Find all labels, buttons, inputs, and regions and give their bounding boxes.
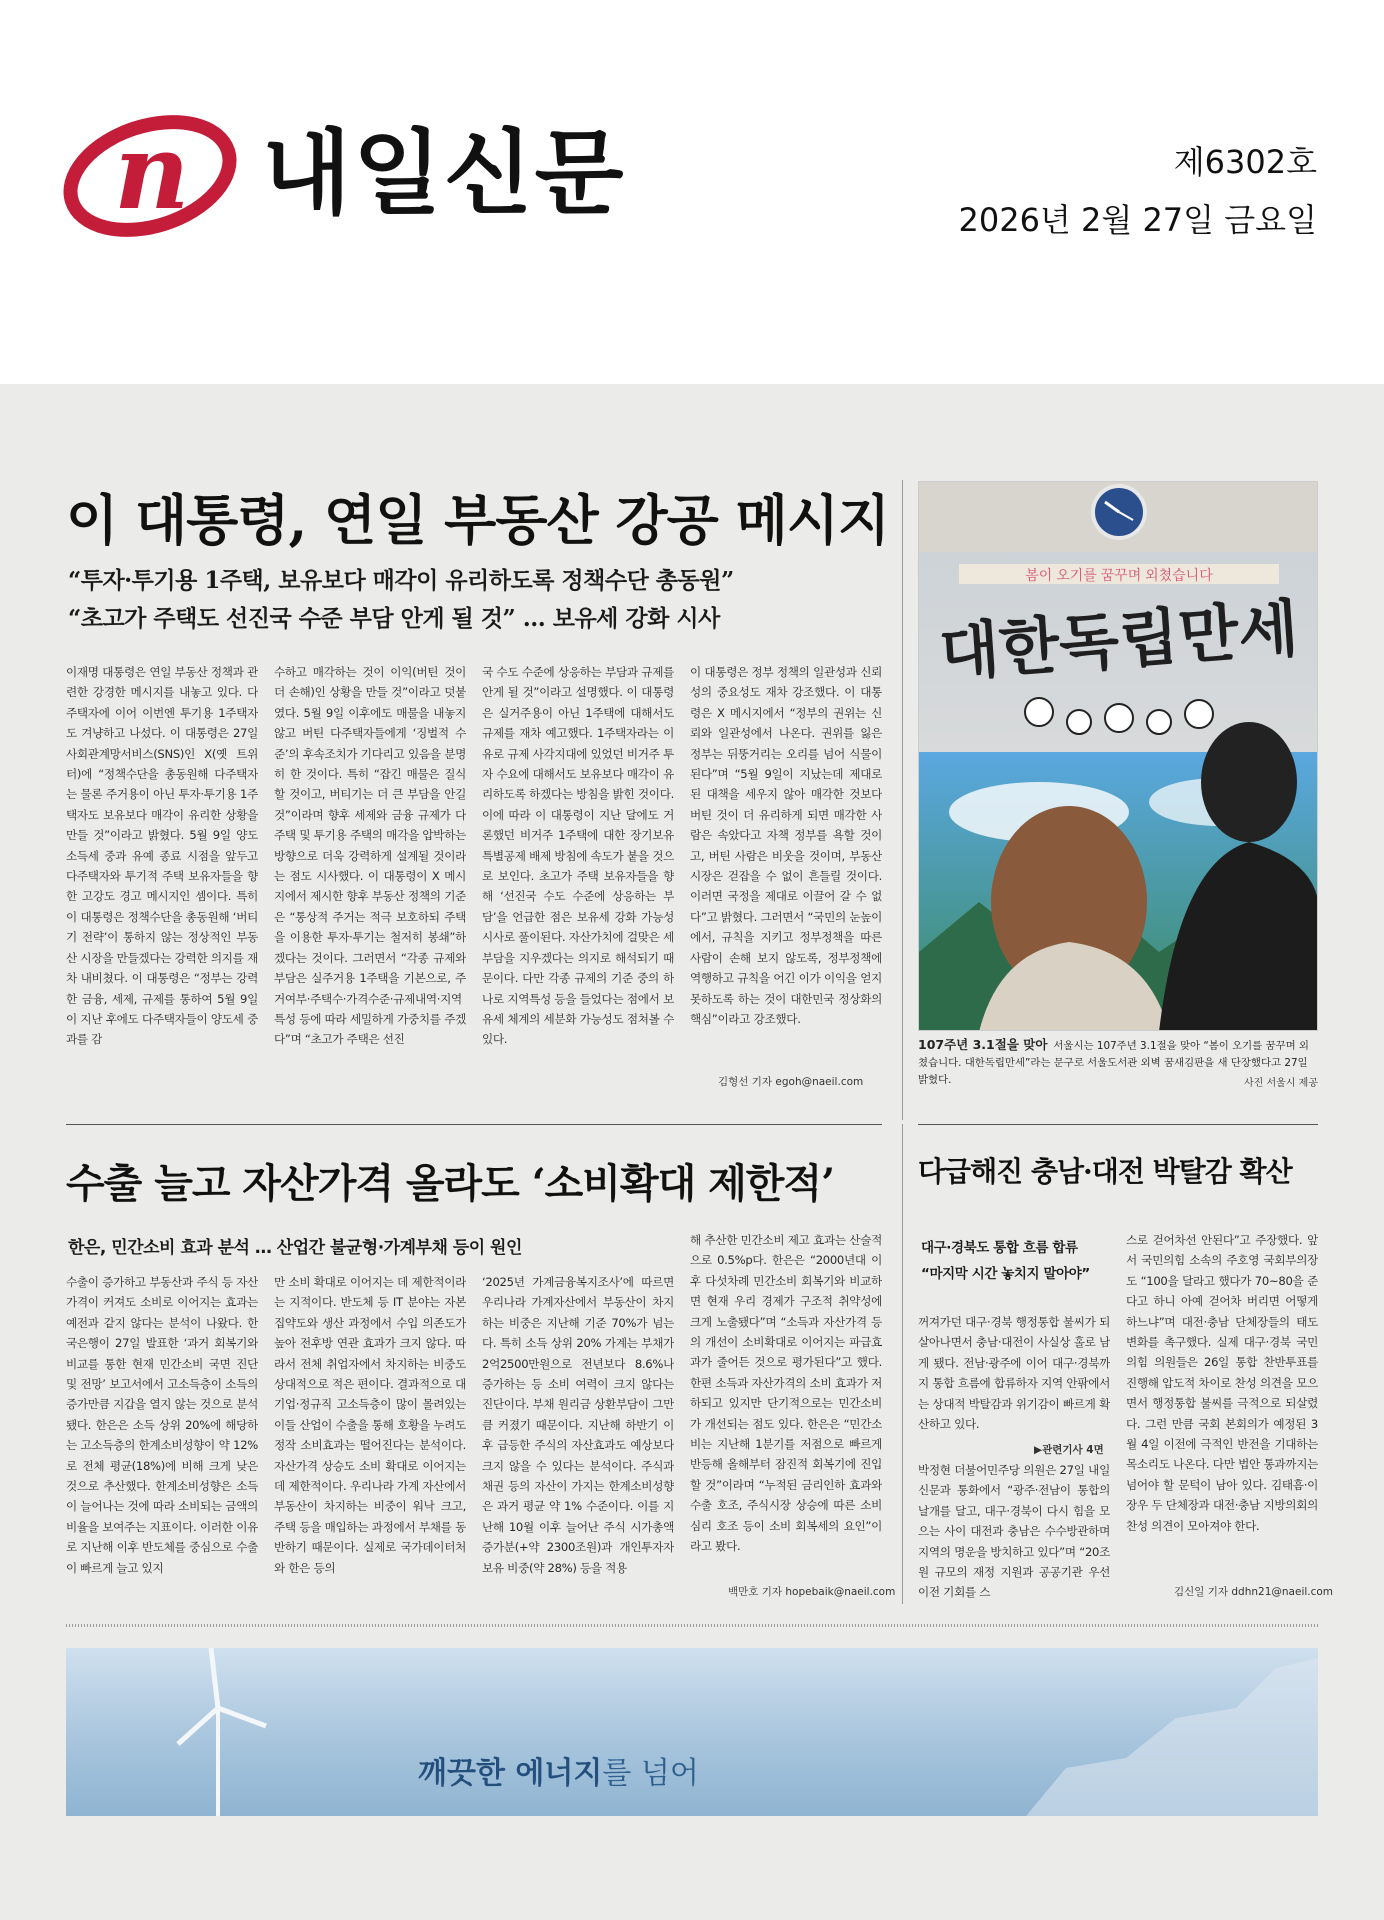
column-divider — [902, 480, 903, 1120]
side-column-1: 꺼져가던 대구·경북 행정통합 불씨가 되살아나면서 충남·대전이 사실상 홀로 남게 됐다. 전남·광주에 이어 대구·경북까지 통합 흐름에 합류하자 지역 안팎에서는 상대적 박탈감과 위기감이 빠르게 확산하고 있다. — [918, 1315, 1110, 1432]
column-divider-lower — [902, 1124, 903, 1604]
lead-column-4: 이 대통령은 정부 정책의 일관성과 신뢰성의 중요성도 재차 강조했다. 이 대통령은 X 메시지에서 “정부의 권위는 신뢰와 일관성에서 나온다. 권위를 잃은 정부는 뒤뚱거리는 오리를 넘어 식물이 된다”며 “5월 9일이 지났는데 제대로 된 대책을 세우지 않아 매각한 것보다 버틴 것이 더 유리하게 되면 매각한 사람은 속았다고 자책 정부를 욕할 것이고, 버틴 사람은 비웃을 것이며, 부동산 시장은 걷잡을 수 없이 흔들릴 것이다. 이러면 국정을 제대로 이끌어 갈 수 없다”고 밝혔다. 그러면서 “국민의 눈높이에서, 규칙을 지키고 정부정책을 따른 사람이 손해 보지 않도록, 정부정책에 역행하고 규칙을 어긴 이가 이익을 얻지 못하도록 하는 것이 대한민국 정상화의 핵심”이라고 강조했다. — [690, 665, 882, 1026]
side-subheadline-2: “마지막 시간 놓치지 말아야” — [921, 1266, 1090, 1282]
section-divider — [66, 1124, 882, 1125]
ad-slogan-rest: 를 넘어 — [602, 1756, 699, 1791]
lead-column-3: 국 수도 수준에 상응하는 부담과 규제를 안게 될 것”이라고 설명했다. 이 대통령은 실거주용이 아닌 1주택에 대해서도 규제를 재차 예고했다. 1주택자라는 이유로 규제 사각지대에 있었던 비거주 투자 수요에 대해서도 보유보다 매각이 유리하도록 하겠다는 방침을 밝힌 것이다. 이에 따라 이 대통령이 지난 달에도 거론했던 비거주 1주택에 대한 장기보유 특별공제 배제 방침에 속도가 붙을 것으로 보인다. 초고가 주택 보유자들을 향해 ‘선진국 수도 수준에 상응하는 부담’을 언급한 점은 보유세 강화 가능성 시사로 풀이된다. 자산가치에 걸맞은 세 부담을 지우겠다는 의지로 해석되기 때문이다. 다만 각종 규제의 기준 중의 하나로 지역특성 등을 들었다는 점에서 보유세 체계의 세분화 가능성도 점쳐볼 수 있다. — [482, 665, 674, 1047]
related-article-link[interactable]: ▶관련기사 4면 — [1034, 1444, 1104, 1456]
lead-byline: 김형선 기자 egoh@naeil.com — [718, 1076, 864, 1088]
lead-headline: 이 대통령, 연일 부동산 강공 메시지 — [66, 488, 890, 552]
photo-credit: 사진 서울시 제공 — [1244, 1078, 1318, 1089]
photo-seoul-library[interactable] — [918, 481, 1318, 1031]
second-headline: 수출 늘고 자산가격 올라도 ‘소비확대 제한적’ — [66, 1160, 834, 1207]
logo-letter: n — [114, 110, 190, 233]
second-column-2: 만 소비 확대로 이어지는 데 제한적이라는 지적이다. 반도체 등 IT 분야는 자본 집약도와 생산 과정에서 수입 의존도가 높아 전후방 연관 효과가 크지 않다. 따라서 전체 취업자에서 차지하는 비중도 상대적으로 적은 편이다. 결과적으로 대기업·정규직 고소득층이 많이 몰려있는 이들 산업이 수출을 통해 호황을 누려도 정작 소비효과는 떨어진다는 분석이다. 자산가격 상승도 소비 확대로 이어지는 데 제한적이다. 우리나라 가계 자산에서 부동산이 차지하는 비중이 워낙 크고, 주택 등을 매입하는 과정에서 부채를 동반하기 때문이다. 실제로 국가데이터처와 한은 등의 — [274, 1275, 466, 1575]
naeil-logo-icon[interactable] — [62, 110, 242, 238]
side-column-2: 스로 걷어차선 안된다”고 주장했다. 앞서 국민의힘 소속의 주호영 국회부의장도 “100을 달라고 했다가 70~80을 준다고 하니 아예 걷어차 버리면 어떻게 하느냐”며 대전·충남 단체장들의 태도 변화를 촉구했다. 실제 대구·경북 국민의힘 의원들은 26일 통합 찬반투표를 진행해 압도적 차이로 찬성 의견을 모으면서 행정통합 불씨를 극적으로 되살렸다. 그런 만큼 국회 본회의가 예정된 3월 4일 이전에 극적인 반전을 기대하는 목소리도 나온다. 다만 법안 통과까지는 넘어야 할 문턱이 남아 있다. 김태흠·이장우 두 단체장과 대전·충남 지방의회의 찬성 의견이 모아져야 한다. — [1126, 1233, 1318, 1533]
issue-date: 2026년 2월 27일 금요일 — [958, 201, 1317, 239]
lead-column-1: 이재명 대통령은 연일 부동산 정책과 관련한 강경한 메시지를 내놓고 있다. 다주택자에 이어 이번엔 투기용 1주택자도 겨냥하고 나섰다. 이 대통령은 27일 사회관계망서비스(SNS)인 X(옛 트위터)에 “정책수단을 총동원해 다주택자는 물론 주거용이 아닌 투자·투기용 1주택자도 보유보다 매각이 유리한 상황을 만들 것”이라고 밝혔다. 5월 9일 양도소득세 중과 유예 종료 시점을 앞두고 다주택자와 투기적 주택 보유자들을 향한 고강도 경고 메시지인 셈이다. 특히 이 대통령은 정책수단을 총동원해 ‘버티기 전략’이 통하지 않는 정상적인 부동산 시장을 만들겠다는 강력한 의지를 재차 내비쳤다. 이 대통령은 “정부는 강력한 금융, 세제, 규제를 통하여 5월 9일이 지난 후에도 다주택자들이 양도세 중과를 감 — [66, 665, 258, 1047]
ad-slogan-bold: 깨끗한 에너지 — [418, 1756, 603, 1791]
issue-number: 제6302호 — [1173, 143, 1317, 181]
masthead — [0, 0, 1384, 384]
lead-subheadline-1: “투자·투기용 1주택, 보유보다 매각이 유리하도록 정책수단 총동원” — [68, 567, 734, 594]
second-byline: 백만호 기자 hopebaik@naeil.com — [728, 1586, 896, 1598]
second-column-4: 해 추산한 민간소비 제고 효과는 산술적으로 0.5%p다. 한은은 “2000년대 이후 다섯차례 민간소비 회복기와 비교하면 현재 우리 경제가 구조적 취약성에 크게 노출됐다”며 “소득과 자산가격 등의 개선이 소비확대로 이어지는 파급효과가 줄어든 것으로 평가된다”고 했다. 한편 소득과 자산가격의 소비 효과가 저하되고 있지만 단기적으로는 민간소비가 개선되는 점도 있다. 한은은 “민간소비는 지난해 1분기를 저점으로 빠르게 반등해 올해부터 잠진적 회복기에 진입할 것”이라며 “누적된 금리인하 효과와 수출 호조, 주식시장 상승에 따른 소비심리 호조 등이 소비 회복세의 요인”이라고 봤다. — [690, 1233, 882, 1554]
photo-illustration — [919, 482, 1318, 1031]
photo-banner-small: 봄이 오기를 꿈꾸며 외쳤습니다 — [1025, 567, 1213, 583]
photo-caption-text: 서울시는 107주년 3.1절을 맞아 “봄이 오기를 꿈꾸며 외쳤습니다. 대한독립만세”라는 문구로 서울도서관 외벽 꿈새김판을 새 단장했다고 27일 밝혔다. — [918, 1040, 1309, 1086]
side-byline: 김신일 기자 ddhn21@naeil.com — [1174, 1586, 1334, 1598]
section-divider-side — [918, 1124, 1318, 1125]
side-column-1b: 박정현 더불어민주당 의원은 27일 내일신문과 통화에서 “광주·전남이 통합의 날개를 달고, 대구·경북이 다시 힘을 모으는 사이 대전과 충남은 수수방관하며 지역의 명운을 방치하고 있다”며 “20조원 규모의 재정 지원과 공공기관 우선 이전 기회를 스 — [918, 1463, 1110, 1600]
ad-divider — [66, 1624, 1318, 1627]
side-subheadline-1: 대구·경북도 통합 흐름 합류 — [921, 1240, 1078, 1256]
photo-banner-big: 대한독립만세 — [937, 591, 1301, 690]
second-subheadline: 한은, 민간소비 효과 분석 … 산업간 불균형·가계부채 등이 원인 — [68, 1238, 522, 1258]
side-headline: 다급해진 충남·대전 박탈감 확산 — [918, 1155, 1292, 1188]
photo-caption-title: 107주년 3.1절을 맞아 — [918, 1037, 1048, 1052]
lead-subheadline-2: “초고가 주택도 선진국 수준 부담 안게 될 것” … 보유세 강화 시사 — [68, 605, 720, 632]
second-column-1: 수출이 증가하고 부동산과 주식 등 자산가격이 커져도 소비로 이어지는 효과는 예전과 같지 않다는 분석이 나왔다. 한국은행이 27일 발표한 ‘과거 회복기와 비교를 통한 현재 민간소비 국면 진단 및 전망’ 보고서에서 고소득층이 소득의 증가만큼 지갑을 열지 않는 것으로 분석됐다. 한은은 소득 상위 20%에 해당하는 고소득층의 한계소비성향이 약 12%로 전체 평균(18%)에 비해 크게 낮은 것으로 추산했다. 한계소비성향은 소득이 늘어나는 것에 따라 소비되는 금액의 비율을 보여주는 지표이다. 이러한 이유로 지난해 이후 반도체를 중심으로 수출이 빠르게 늘고 있지 — [66, 1275, 258, 1575]
advertisement-banner[interactable] — [66, 1648, 1318, 1816]
ad-slogan — [418, 1748, 699, 1792]
second-column-3: ‘2025년 가계금융복지조사’에 따르면 우리나라 가계자산에서 부동산이 차지하는 비중은 지난해 기준 70%가 넘는다. 특히 소득 상위 20% 가계는 부채가 2억2500만원으로 전년보다 8.6%나 증가하는 등 소비 여력이 크지 않다는 진단이다. 부채 원리금 상환부담이 그만큼 커졌기 때문이다. 지난해 하반기 이후 급등한 주식의 자산효과도 예상보다 크지 않을 수 있다는 분석이다. 주식과 채권 등의 자산이 가지는 한계소비성향은 과거 평균 약 1% 수준이다. 이를 지난해 10월 이후 늘어난 주식 시가총액 증가분(+약 2300조원)과 개인투자자 보유 비중(약 28%) 등을 적용 — [482, 1275, 674, 1575]
newspaper-title[interactable]: 내일신문 — [262, 120, 626, 227]
lead-column-2: 수하고 매각하는 것이 이익(버틴 것이 더 손해)인 상황을 만들 것”이라고 덧붙였다. 5월 9일 이후에도 매물을 내놓지 않고 버틴 다주택자들에게 ‘징벌적 수준’의 후속조치가 기다리고 있음을 분명히 한 것이다. 특히 “잡긴 매물은 질식할 것이고, 버티기는 더 큰 부담을 안길 것”이라며 향후 세제와 금융 규제가 다주택 및 투기용 주택의 매각을 압박하는 방향으로 더욱 강력하게 설계될 것이라는 점도 시사했다. 이 대통령이 X 메시지에서 제시한 향후 부동산 정책의 기준은 “통상적 주거는 적극 보호하되 주택을 이용한 투자·투기는 철저히 봉쇄”하겠다는 것이다. 그러면서 “각종 규제와 부담은 실주거용 1주택을 기본으로, 주거여부·주택수·가격수준·규제내역·지역특성 등에 따라 세밀하게 가중치를 주겠다”며 “초고가 주택은 선진 — [274, 665, 466, 1047]
